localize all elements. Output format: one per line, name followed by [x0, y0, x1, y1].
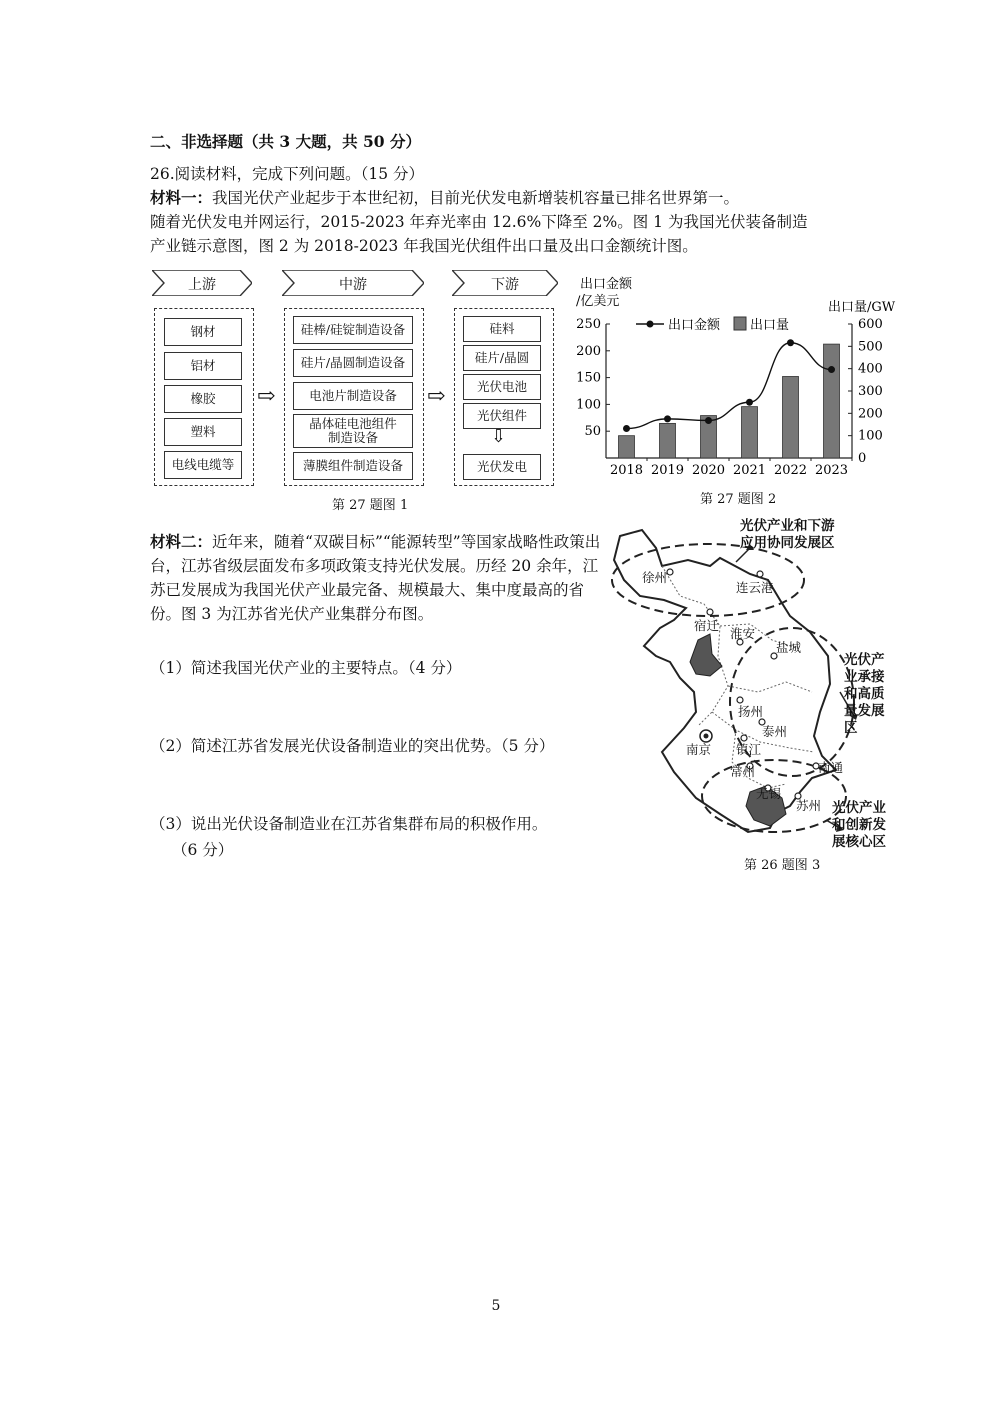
downstream-header: [452, 270, 558, 296]
question-title: 26.阅读材料，完成下列问题。（15 分）: [150, 165, 425, 183]
lake: [690, 634, 722, 676]
city-label: 宿迁: [694, 618, 720, 633]
upstream-header: [152, 270, 252, 296]
line-point: [705, 417, 712, 424]
zone-north: [612, 544, 804, 616]
midstream-item: 薄膜组件制造设备: [293, 452, 413, 480]
bar: [742, 407, 758, 458]
chart-line: [623, 339, 835, 432]
material2-text: 近年来，随着“双碳目标”“能源转型”等国家战略性政策出台，江苏省级层面发布多项政策支持光伏发展。历经 20 余年，江苏已发展成为我国光伏产业最完备、规模最大、集中度最高的省份。图 3 为江苏省光伏产业集群分布图。: [150, 533, 601, 623]
line-point: [787, 339, 794, 346]
midstream-header: [282, 270, 424, 296]
upstream-item: 铝材: [164, 352, 242, 380]
section-title: 二、非选择题（共 3 大题，共 50 分）: [150, 132, 421, 151]
legend-label: 出口量: [750, 318, 790, 333]
midstream-title: 中游: [339, 277, 367, 293]
material1-line1: 我国光伏产业起步于本世纪初，目前光伏发电新增装机容量已排名世界第一。: [212, 189, 740, 207]
midstream-item: 晶体硅电池组件 制造设备: [293, 414, 413, 448]
sub-question-1: （1）简述我国光伏产业的主要特点。（4 分）: [150, 659, 462, 677]
chart-legend: [636, 317, 789, 333]
tick-label-left: 100: [576, 397, 601, 413]
arrow-right-icon: ⇨: [427, 384, 446, 409]
fig2-caption: 第 27 题图 2: [700, 492, 777, 507]
tick-label-right: 0: [858, 451, 867, 466]
line-point: [828, 366, 835, 373]
fig2-chart: [572, 272, 902, 512]
tick-label-x: 2018: [609, 463, 644, 478]
material1-line3: 产业链示意图，图 2 为 2018-2023 年我国光伏组件出口量及出口金额统计图。: [150, 237, 698, 255]
bar: [824, 344, 840, 458]
midstream-item: 电池片制造设备: [293, 382, 413, 410]
bar: [783, 376, 799, 458]
city-label: 南通: [818, 760, 844, 775]
line-point: [623, 425, 630, 432]
upstream-item: 橡胶: [164, 385, 242, 413]
fig3-map: [600, 516, 900, 876]
city-label: 苏州: [796, 798, 822, 813]
material2-label: 材料二：: [150, 532, 213, 551]
material1-line2: 随着光伏发电并网运行，2015-2023 年弃光率由 12.6%下降至 2%。图 1 为我国光伏装备制造: [150, 213, 808, 231]
legend-line-marker: [647, 321, 654, 328]
fig3-caption: 第 26 题图 3: [744, 858, 821, 873]
chart-bars: [619, 344, 840, 458]
tick-label-right: 100: [858, 428, 883, 444]
downstream-item: 光伏组件: [463, 403, 541, 429]
fig1-industry-chain: [150, 268, 570, 518]
upstream-item: 塑料: [164, 418, 242, 446]
material1: [150, 186, 807, 258]
bar: [660, 423, 676, 458]
upstream-title: 上游: [188, 277, 216, 293]
tick-label-left: 50: [584, 424, 601, 440]
zone-label-north: 光伏产业和下游 应用协同发展区: [740, 518, 835, 551]
line-point: [664, 415, 671, 422]
tick-label-right: 600: [858, 317, 883, 332]
city-label: 淮安: [730, 626, 756, 641]
zone-label-south: 光伏产业 和创新发 展核心区: [832, 800, 886, 850]
tick-label-x: 2022: [773, 463, 808, 478]
city-label: 无锡: [756, 786, 782, 801]
downstream-item: 硅料: [463, 316, 541, 342]
downstream-item: 光伏发电: [463, 454, 541, 480]
line-point: [746, 399, 753, 406]
upstream-item: 电线电缆等: [164, 451, 242, 479]
line-series: [627, 343, 832, 429]
zone-label-east: 光伏产 业承接 和高质 量发展 区: [844, 652, 885, 736]
city-label: 盐城: [776, 640, 802, 655]
tick-label-left: 250: [576, 317, 601, 332]
downstream-item: 硅片/晶圆: [463, 345, 541, 371]
midstream-item: 硅片/晶圆制造设备: [293, 349, 413, 377]
tick-label-x: 2019: [650, 463, 685, 478]
sub-question-3-score: （6 分）: [172, 841, 234, 859]
tick-label-x: 2021: [732, 463, 767, 478]
chart-ylabel-right: 出口量/GW: [828, 300, 896, 315]
tick-label-left: 150: [576, 370, 601, 386]
city-label: 南京: [686, 742, 712, 757]
sub-question-2: （2）简述江苏省发展光伏设备制造业的突出优势。（5 分）: [150, 737, 555, 755]
city-label: 徐州: [642, 570, 668, 585]
downstream-item: 光伏电池: [463, 374, 541, 400]
city-label: 连云港: [736, 580, 774, 595]
fig1-caption: 第 27 题图 1: [332, 498, 409, 513]
city-label: 常州: [730, 764, 756, 779]
arrow-down-icon: ⇩: [491, 426, 507, 447]
chart-ylabel-left: 出口金额: [580, 277, 633, 292]
material1-label: 材料一：: [150, 188, 213, 207]
chart-ylabel-left-unit: /亿美元: [576, 294, 620, 309]
midstream-item: 硅棒/硅锭制造设备: [293, 316, 413, 344]
page-number: 5: [491, 1298, 501, 1314]
tick-label-right: 200: [858, 406, 883, 422]
upstream-item: 钢材: [164, 318, 242, 346]
city-label: 扬州: [738, 704, 764, 719]
export-chart: [572, 272, 902, 512]
bar: [619, 436, 635, 458]
tick-label-left: 200: [576, 343, 601, 359]
city-label: 泰州: [762, 724, 788, 739]
tick-label-x: 2023: [814, 463, 849, 478]
tick-label-right: 400: [858, 361, 883, 377]
material2: [150, 530, 610, 626]
arrow-right-icon: ⇨: [257, 384, 276, 409]
city-label: 镇江: [736, 742, 762, 757]
downstream-title: 下游: [491, 277, 519, 293]
tick-label-right: 300: [858, 384, 883, 399]
legend-label: 出口金额: [668, 318, 721, 333]
legend-bar-swatch: [734, 317, 746, 330]
tick-label-x: 2020: [691, 463, 726, 478]
tick-label-right: 500: [858, 339, 883, 355]
sub-question-3: （3）说出光伏设备制造业在江苏省集群布局的积极作用。: [150, 815, 548, 833]
